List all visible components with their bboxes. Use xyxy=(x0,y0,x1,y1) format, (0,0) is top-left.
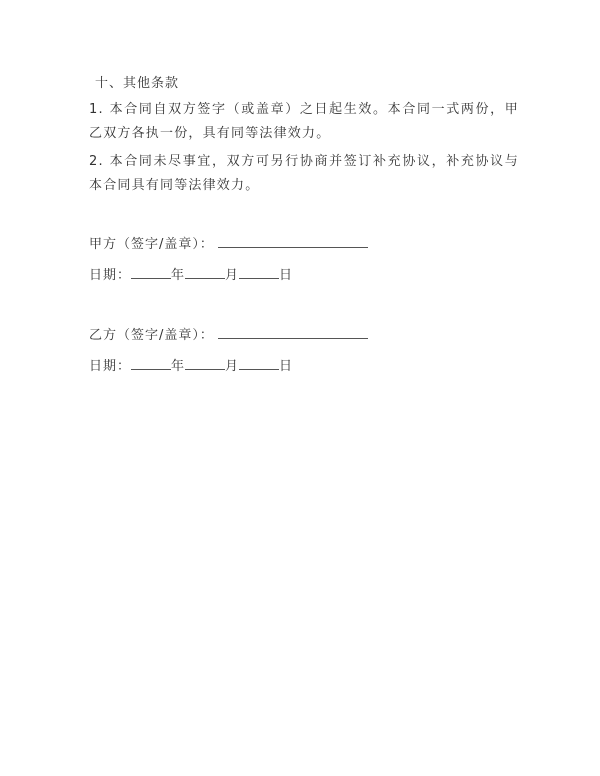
party-a-signature-blank xyxy=(218,234,368,248)
party-a-year-label: 年 xyxy=(171,268,186,283)
party-b-month-blank xyxy=(185,356,225,370)
party-b-label: 乙方（签字/盖章）： xyxy=(89,328,214,343)
section-title: 十、其他条款 xyxy=(95,76,180,91)
clause-2: 2. 本合同未尽事宜，双方可另行协商并签订补充协议，补充协议与本合同具有同等法律效力。 xyxy=(89,154,519,193)
party-b-year-blank xyxy=(131,356,171,370)
party-a-date-line xyxy=(89,264,293,283)
party-a-label: 甲方（签字/盖章）： xyxy=(89,237,214,252)
party-b-month-label: 月 xyxy=(225,359,240,374)
party-b-year-label: 年 xyxy=(171,359,186,374)
party-b-day-blank xyxy=(239,356,279,370)
clause-1: 1. 本合同自双方签字（或盖章）之日起生效。本合同一式两份，甲乙双方各执一份，具有同等法律效力。 xyxy=(89,102,519,141)
party-a-year-blank xyxy=(131,265,171,279)
party-b-day-label: 日 xyxy=(279,359,294,374)
party-b-signature-blank xyxy=(218,325,368,339)
party-b-date-line xyxy=(89,355,293,374)
party-a-month-blank xyxy=(185,265,225,279)
party-a-date-label: 日期： xyxy=(89,268,132,283)
party-b-signature-line xyxy=(89,324,368,343)
party-b-date-label: 日期： xyxy=(89,359,132,374)
party-a-month-label: 月 xyxy=(225,268,240,283)
party-a-day-blank xyxy=(239,265,279,279)
party-a-signature-line xyxy=(89,233,368,252)
party-a-day-label: 日 xyxy=(279,268,294,283)
